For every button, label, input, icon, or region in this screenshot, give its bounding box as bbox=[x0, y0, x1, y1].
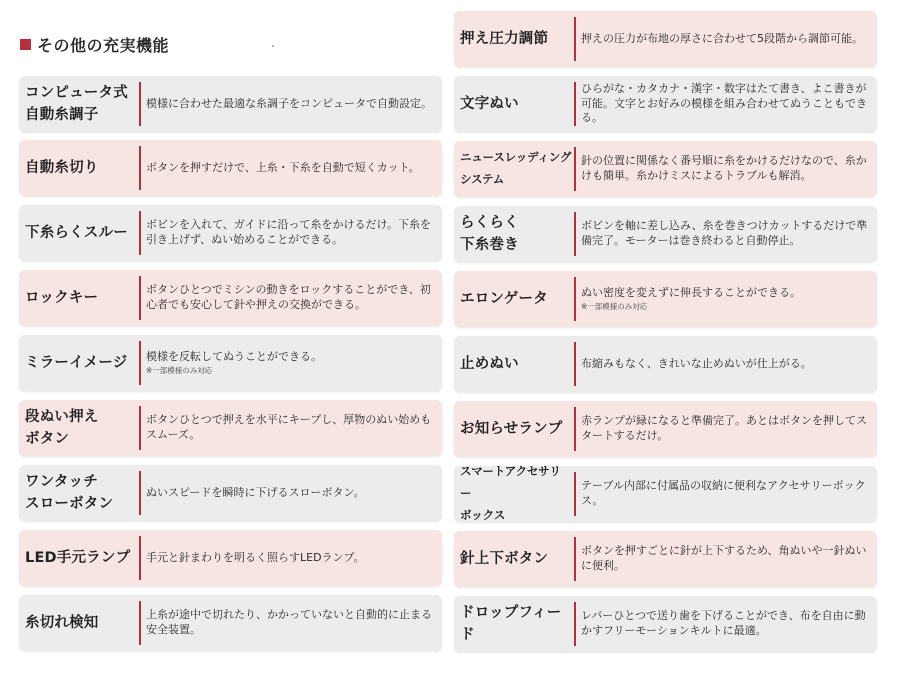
feature-divider bbox=[574, 277, 576, 321]
feature-description-text: ぬいスピードを瞬時に下げるスローボタン。 bbox=[146, 485, 365, 499]
feature-description bbox=[146, 205, 436, 261]
feature-label bbox=[460, 466, 572, 522]
feature-card-drop-feed bbox=[454, 596, 877, 652]
feature-description bbox=[581, 76, 871, 132]
feature-label-line: 針上下ボタン bbox=[460, 550, 549, 567]
feature-card-needle-up-down bbox=[454, 531, 877, 587]
section-title: その他の充実機能 bbox=[37, 35, 170, 55]
feature-card-notice-lamp bbox=[454, 401, 877, 457]
feature-description-text: 布縮みもなく、きれいな止めぬいが仕上がる。 bbox=[581, 356, 812, 370]
feature-description bbox=[581, 141, 871, 197]
feature-label bbox=[25, 595, 137, 651]
feature-label-line: ミラーイメージ bbox=[25, 354, 128, 371]
feature-description-text: ぬい密度を変えずに伸長することができる。 bbox=[581, 285, 801, 299]
feature-description bbox=[581, 336, 871, 392]
feature-divider bbox=[574, 472, 576, 516]
feature-card-thread-break-detect bbox=[19, 595, 442, 651]
feature-label-line: 下糸らくスルー bbox=[25, 224, 128, 241]
feature-label-line: コンピュータ式 bbox=[25, 84, 128, 101]
feature-label bbox=[460, 206, 572, 262]
feature-label bbox=[25, 205, 137, 261]
feature-description bbox=[581, 206, 871, 262]
feature-divider bbox=[139, 211, 141, 255]
feature-divider bbox=[574, 82, 576, 126]
feature-divider bbox=[139, 146, 141, 190]
feature-label-line: システム bbox=[460, 172, 505, 186]
feature-card-elongator bbox=[454, 271, 877, 327]
feature-label bbox=[25, 76, 137, 132]
feature-description-text: ボタンを押すごとに針が上下するため、角ぬいや一針ぬいに便利。 bbox=[581, 544, 867, 572]
feature-divider bbox=[574, 147, 576, 191]
feature-note: ※一部模様のみ対応 bbox=[146, 366, 213, 376]
feature-divider bbox=[574, 537, 576, 581]
feature-description-text: ボビンを入れて、ガイドに沿って糸をかけるだけ。下糸を引き上げず、ぬい始めることができる。 bbox=[146, 218, 432, 246]
feature-card-presser-pressure bbox=[454, 11, 877, 67]
feature-description-text: 模様に合わせた最適な糸調子をコンピュータで自動設定。 bbox=[146, 96, 432, 110]
feature-label-line: ドロップフィード bbox=[460, 604, 562, 643]
feature-label-line: ロックキー bbox=[25, 289, 99, 306]
feature-card-lock-stitch bbox=[454, 336, 877, 392]
section-header bbox=[20, 32, 169, 56]
feature-description bbox=[581, 271, 871, 327]
feature-label-line: お知らせランプ bbox=[460, 420, 563, 437]
feature-description bbox=[146, 335, 436, 391]
feature-card-lock-key bbox=[19, 270, 442, 326]
feature-label-line: らくらく bbox=[460, 214, 519, 231]
feature-divider bbox=[574, 212, 576, 256]
feature-card-led-lamp bbox=[19, 530, 442, 586]
feature-card-mirror-image bbox=[19, 335, 442, 391]
feature-divider bbox=[139, 82, 141, 126]
feature-label bbox=[25, 530, 137, 586]
feature-card-letter-sewing bbox=[454, 76, 877, 132]
feature-card-smart-accessory-box bbox=[454, 466, 877, 522]
feature-label bbox=[460, 271, 572, 327]
feature-description-text: ボビンを軸に差し込み、糸を巻きつけカットするだけで準備完了。モーターは巻き終わると自動停止。 bbox=[581, 219, 868, 247]
feature-description-text: テーブル内部に付属品の収納に便利なアクセサリーボックス。 bbox=[581, 479, 866, 507]
feature-label-line: 押え圧力調節 bbox=[460, 30, 549, 47]
feature-divider bbox=[139, 341, 141, 385]
feature-card-bobbin-easy-through bbox=[19, 205, 442, 261]
feature-divider bbox=[139, 406, 141, 450]
feature-description-text: レバーひとつで送り歯を下げることができ、布を自由に動かすフリーモーションキルトに最適。 bbox=[581, 609, 866, 637]
feature-divider bbox=[574, 602, 576, 646]
feature-divider bbox=[139, 601, 141, 645]
feature-label bbox=[460, 141, 572, 197]
feature-label-line: ボックス bbox=[460, 507, 506, 522]
feature-label bbox=[460, 531, 572, 587]
feature-label-line: ニュースレッディング bbox=[460, 150, 572, 165]
feature-label bbox=[25, 465, 137, 521]
feature-label-line: 自動糸切り bbox=[25, 159, 99, 176]
feature-divider bbox=[574, 17, 576, 61]
feature-description bbox=[146, 465, 436, 521]
feature-label-line: LED手元ランプ bbox=[25, 549, 131, 566]
feature-label-line: スマートアクセサリー bbox=[460, 464, 561, 501]
feature-label-line: 文字ぬい bbox=[460, 95, 519, 112]
feature-description-text: 針の位置に関係なく番号順に糸をかけるだけなので、糸かけも簡単。糸かけミスによるトラブルも解消。 bbox=[581, 154, 867, 182]
feature-description bbox=[146, 595, 436, 651]
feature-description-text: ひらがな・カタカナ・漢字・数字はたて書き、よこ書きが可能。文字とお好みの模様を組み合わせてぬうこともできる。 bbox=[581, 82, 867, 125]
feature-note: ※一部模様のみ対応 bbox=[581, 302, 648, 312]
feature-description bbox=[146, 530, 436, 586]
feature-card-new-threading-system bbox=[454, 141, 877, 197]
feature-divider bbox=[139, 536, 141, 580]
feature-description bbox=[581, 466, 871, 522]
feature-label bbox=[460, 401, 572, 457]
feature-divider bbox=[139, 276, 141, 320]
feature-description bbox=[581, 531, 871, 587]
title-marker-icon bbox=[20, 39, 31, 50]
feature-description-text: 模様を反転してぬうことができる。 bbox=[146, 349, 322, 363]
feature-description bbox=[581, 596, 871, 652]
feature-label-line: 下糸巻き bbox=[460, 237, 519, 253]
feature-description bbox=[146, 270, 436, 326]
stray-dot bbox=[272, 45, 274, 47]
feature-label bbox=[25, 400, 137, 456]
feature-card-easy-bobbin-winding bbox=[454, 206, 877, 262]
feature-label-line: エロンゲータ bbox=[460, 290, 548, 307]
feature-label bbox=[25, 270, 137, 326]
feature-description-text: ボタンを押すだけで、上糸・下糸を自動で短くカット。 bbox=[146, 160, 420, 174]
feature-label bbox=[460, 596, 572, 652]
feature-divider bbox=[139, 471, 141, 515]
feature-description bbox=[146, 140, 436, 196]
feature-label-line: 止めぬい bbox=[460, 355, 519, 372]
feature-label-line: ワンタッチ bbox=[25, 473, 98, 490]
feature-description-text: ボタンひとつでミシンの動きをロックすることができ、初心者でも安心して針や押えの交換ができる。 bbox=[146, 283, 431, 311]
feature-label bbox=[460, 11, 572, 67]
feature-card-step-foot-button bbox=[19, 400, 442, 456]
feature-label bbox=[25, 335, 137, 391]
feature-description-text: 手元と針まわりを明るく照らすLEDランプ。 bbox=[146, 550, 365, 564]
feature-label-line: ボタン bbox=[25, 431, 70, 447]
feature-description-text: 上糸が途中で切れたり、かかっていないと自動的に止まる安全装置。 bbox=[146, 608, 432, 636]
feature-card-auto-thread-tension bbox=[19, 76, 442, 132]
feature-label bbox=[460, 336, 572, 392]
feature-description-text: 押えの圧力が布地の厚さに合わせて5段階から調節可能。 bbox=[581, 31, 863, 45]
feature-label bbox=[460, 76, 572, 132]
feature-label-line: 段ぬい押え bbox=[25, 408, 99, 425]
feature-description bbox=[581, 401, 871, 457]
feature-description-text: ボタンひとつで押えを水平にキープし、厚物のぬい始めもスムーズ。 bbox=[146, 413, 432, 441]
feature-description-text: 赤ランプが緑になると準備完了。あとはボタンを押してスタートするだけ。 bbox=[581, 414, 867, 442]
feature-label-line: 糸切れ検知 bbox=[25, 614, 99, 631]
feature-description bbox=[146, 76, 436, 132]
feature-card-auto-thread-cut bbox=[19, 140, 442, 196]
feature-description bbox=[146, 400, 436, 456]
feature-description bbox=[581, 11, 871, 67]
feature-label-line: スローボタン bbox=[25, 496, 114, 512]
feature-divider bbox=[574, 407, 576, 451]
feature-label bbox=[25, 140, 137, 196]
feature-divider bbox=[574, 342, 576, 386]
feature-label-line: 自動糸調子 bbox=[25, 107, 99, 123]
feature-card-one-touch-slow bbox=[19, 465, 442, 521]
